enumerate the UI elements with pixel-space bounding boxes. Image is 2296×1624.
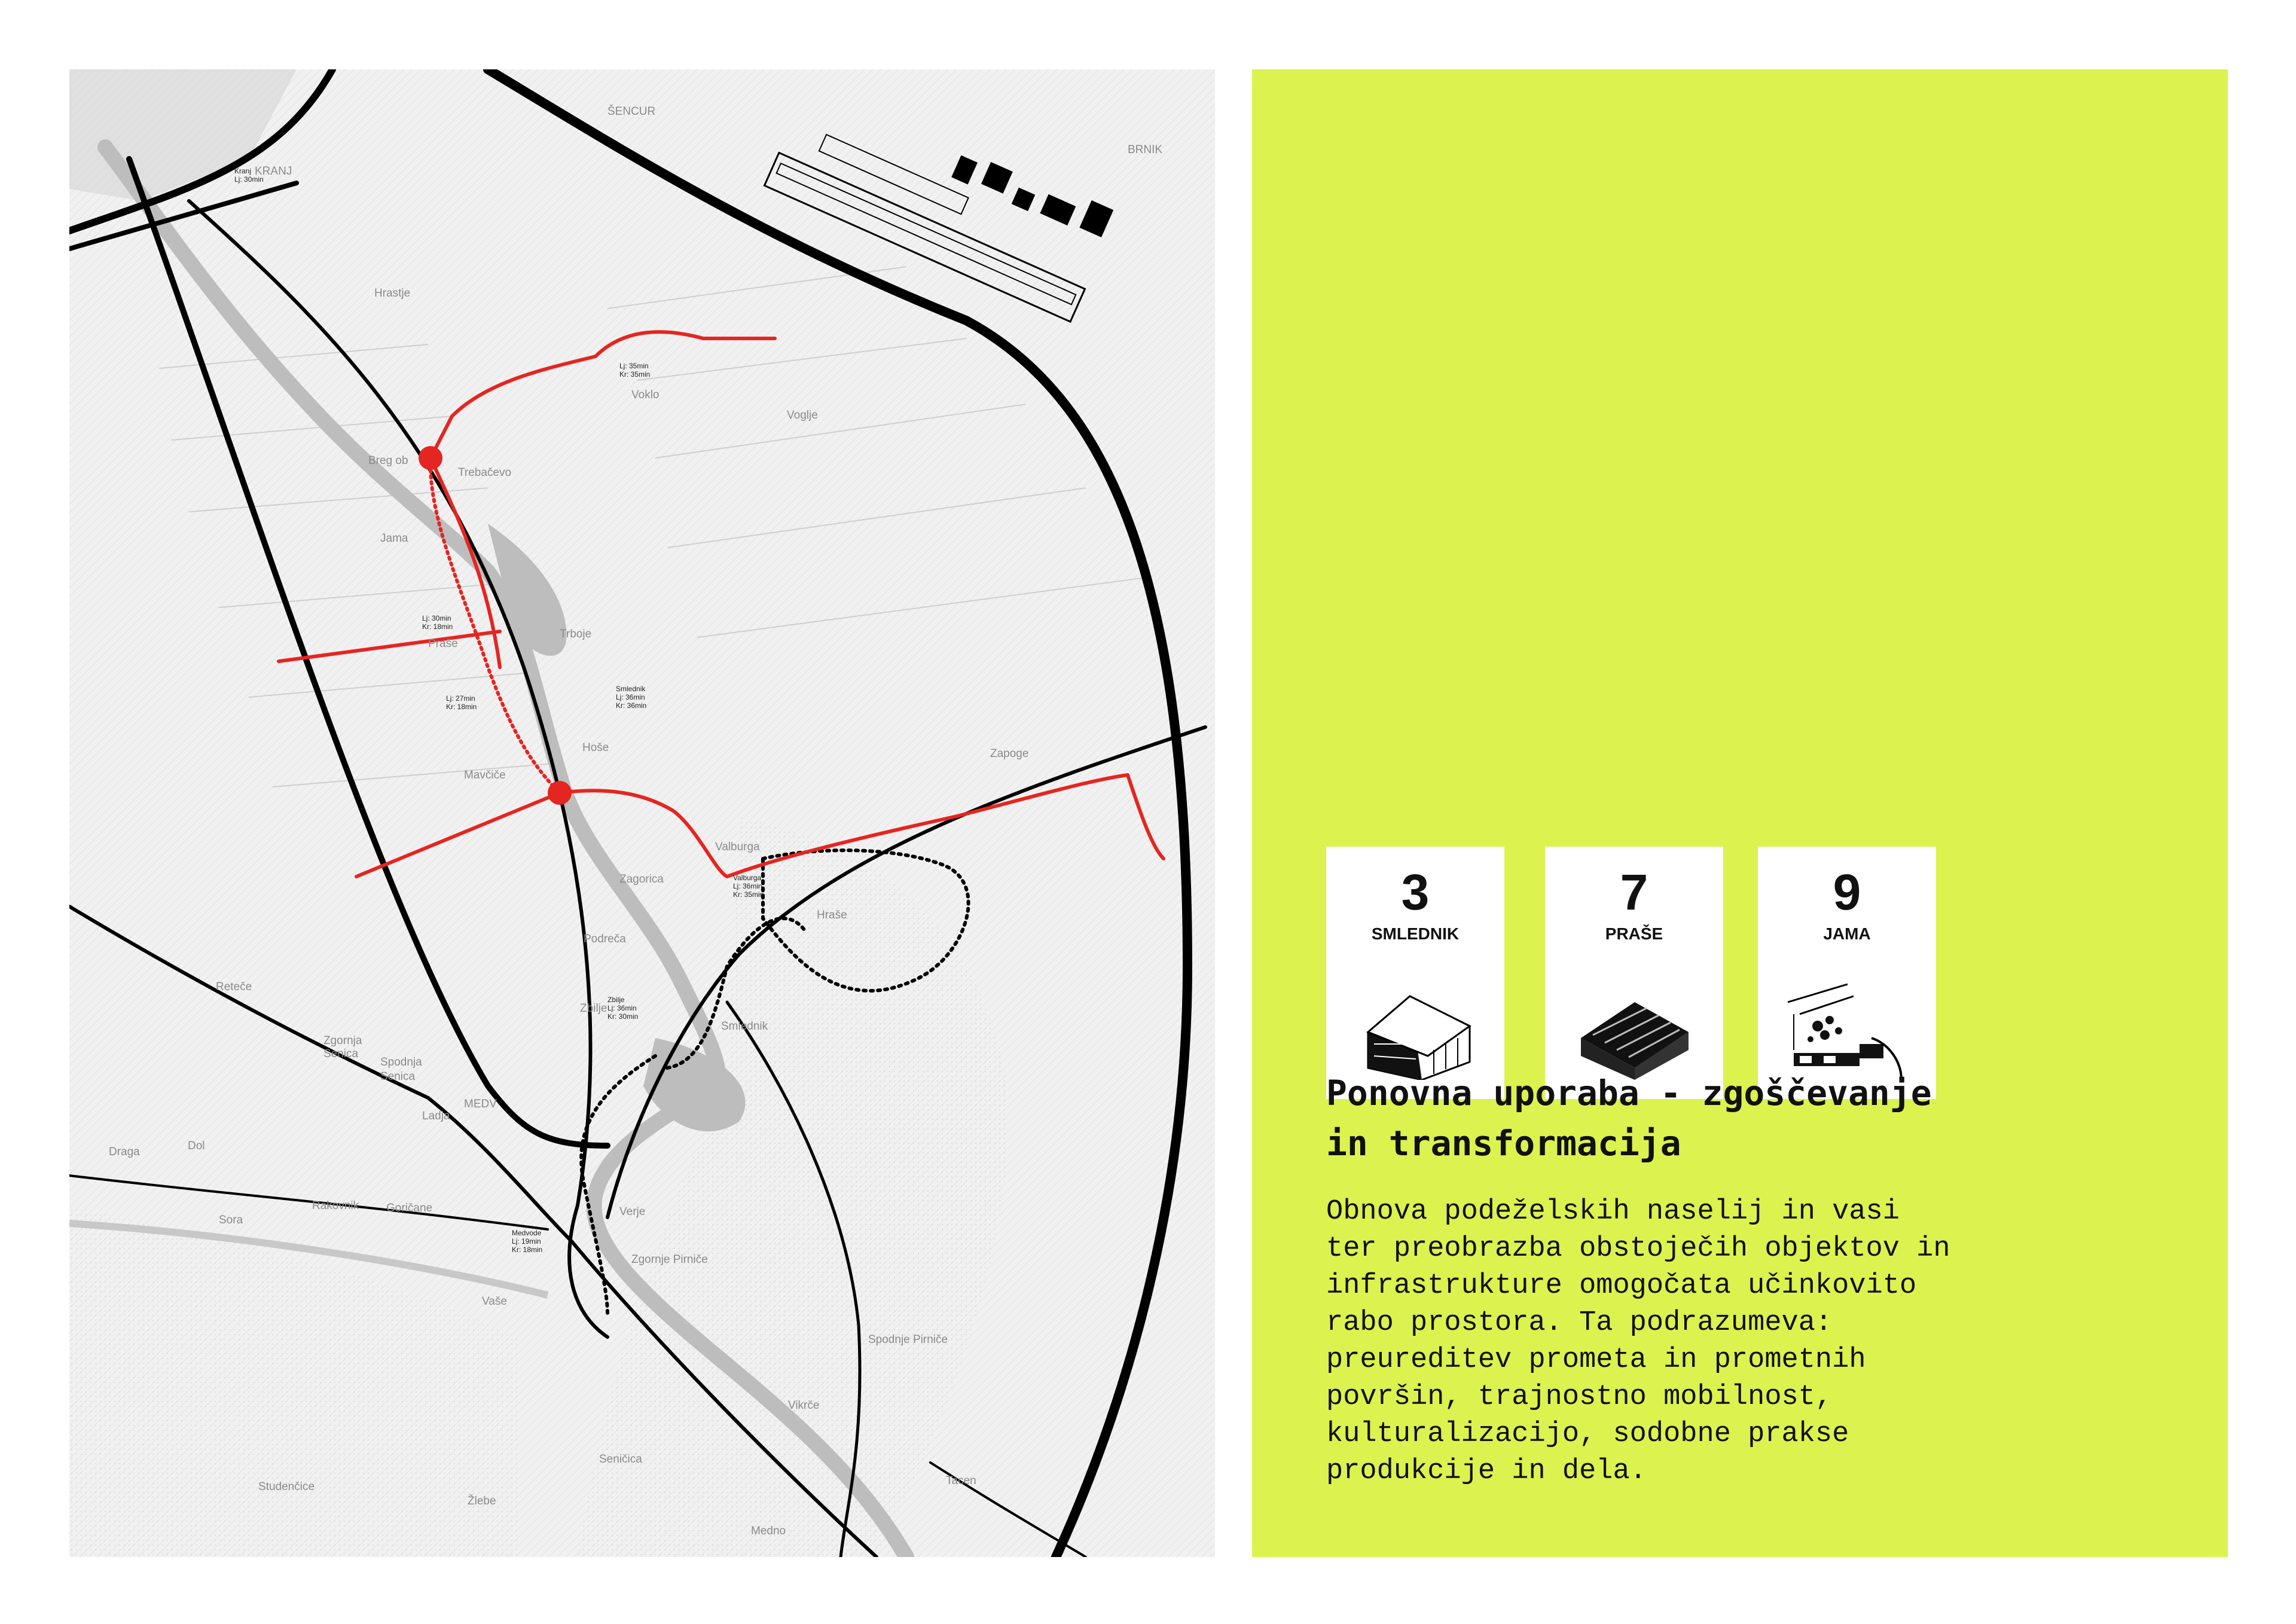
place-medvode: MEDV (464, 1098, 497, 1110)
place-zgornja-senica-2: Senica (323, 1048, 359, 1060)
place-studencice: Studenčice (258, 1480, 315, 1493)
place-spodnja-senica-2: Senica (380, 1070, 416, 1083)
station-medvode-label: Medvode Lj: 19min Kr: 18min (512, 1229, 543, 1254)
place-kranj: KRANJ (255, 165, 292, 178)
place-voglje: Voglje (787, 409, 818, 422)
headline-line-2: in transformacija (1326, 1123, 1681, 1164)
station-breg[interactable] (419, 446, 442, 470)
place-mavcice: Mavčiče (464, 769, 506, 782)
place-trboje: Trboje (560, 628, 592, 640)
place-spodnje-pirnice: Spodnje Pirniče (868, 1333, 948, 1346)
place-podreca: Podreča (584, 933, 626, 945)
place-spodnja-senica: Spodnja (380, 1056, 422, 1069)
body-line: ter preobrazba obstoječih objektov in (1326, 1233, 1950, 1265)
headline (1326, 1068, 2163, 1168)
place-verje: Verje (619, 1205, 646, 1218)
place-zbilje: Zbilje (580, 1002, 607, 1015)
place-rakovnik: Rakovnik (312, 1199, 359, 1212)
map-panel[interactable] (69, 69, 1215, 1557)
station-prase-label: Lj: 30min Kr: 18min (422, 614, 453, 631)
place-prase: Praše (428, 637, 458, 650)
place-zgornja-senica: Zgornja (323, 1034, 362, 1047)
place-brnik: BRNIK (1128, 144, 1163, 156)
body-line: površin, trajnostno mobilnost, (1326, 1381, 1833, 1413)
card-label: JAMA (1823, 924, 1871, 943)
body-line: preureditev prometa in prometnih (1326, 1344, 1866, 1376)
card-number: 3 (1401, 864, 1430, 920)
body-text (1326, 1193, 2163, 1490)
place-breg-ob-savi: Breg ob (368, 454, 408, 467)
place-sora: Sora (219, 1214, 243, 1226)
place-trebacevo: Trebačevo (458, 466, 512, 479)
body-line: kulturalizacijo, sodobne prakse (1326, 1418, 1849, 1450)
place-goricane: Goričane (386, 1202, 433, 1214)
card-smlednik[interactable] (1326, 847, 1504, 1099)
place-ladja: Ladja (422, 1110, 450, 1122)
station-mavcice[interactable] (548, 781, 572, 805)
station-valburga-label: Valburga Lj: 36min Kr: 35min (733, 874, 764, 899)
body-line: rabo prostora. Ta podrazumeva: (1326, 1307, 1833, 1339)
place-smlednik: Smlednik (721, 1020, 768, 1033)
place-hrase: Hraše (817, 909, 847, 921)
place-zlebe: Žlebe (468, 1495, 496, 1507)
card-number: 7 (1620, 864, 1648, 920)
map-canvas[interactable] (69, 69, 1215, 1557)
place-hose: Hoše (582, 741, 609, 754)
place-voklo: Voklo (631, 389, 660, 401)
place-jama: Jama (380, 532, 408, 545)
headline-line-1: Ponovna uporaba - zgoščevanje (1326, 1073, 1932, 1113)
place-sencur: ŠENCUR (607, 105, 656, 118)
body-line: infrastrukture omogočata učinkovito (1326, 1270, 1917, 1302)
card-label: SMLEDNIK (1371, 924, 1460, 943)
card-number: 9 (1833, 864, 1861, 920)
station-smlednik-label: Smlednik Lj: 36min Kr: 36min (616, 685, 647, 710)
card-jama[interactable] (1758, 847, 1936, 1099)
place-valburga: Valburga (715, 841, 760, 853)
place-draga: Draga (109, 1146, 140, 1158)
place-zgornje-pirnice: Zgornje Pirniče (631, 1253, 708, 1266)
place-tacen: Tacen (946, 1475, 976, 1487)
info-panel (1252, 69, 2228, 1557)
place-dol: Dol (188, 1140, 205, 1152)
card-label: PRAŠE (1605, 924, 1663, 943)
station-zbilje-label: Zbilje Lj: 36min Kr: 30min (607, 996, 639, 1021)
place-medno: Medno (751, 1525, 786, 1537)
barn-roof-icon (1569, 978, 1699, 1080)
card-prase[interactable] (1545, 847, 1723, 1099)
place-senicica: Seničica (599, 1453, 642, 1466)
site-plan-icon (1782, 978, 1912, 1080)
place-retece: Reteče (216, 981, 252, 993)
place-zapoge: Zapoge (990, 747, 1029, 760)
station-jama-label: Lj: 27min Kr: 18min (446, 694, 477, 711)
barn-house-icon (1350, 978, 1480, 1080)
place-vase: Vaše (482, 1295, 507, 1308)
place-zagorica: Zagorica (619, 873, 664, 886)
station-kranj-label: Kranj Lj: 30min (234, 167, 264, 184)
place-hrastje: Hrastje (374, 287, 411, 300)
body-line: produkcije in dela. (1326, 1455, 1647, 1487)
body-line: Obnova podeželskih naselij in vasi (1326, 1196, 1900, 1228)
place-vikrce: Vikrče (788, 1399, 820, 1412)
station-voklo-label: Lj: 35min Kr: 35min (619, 362, 651, 378)
